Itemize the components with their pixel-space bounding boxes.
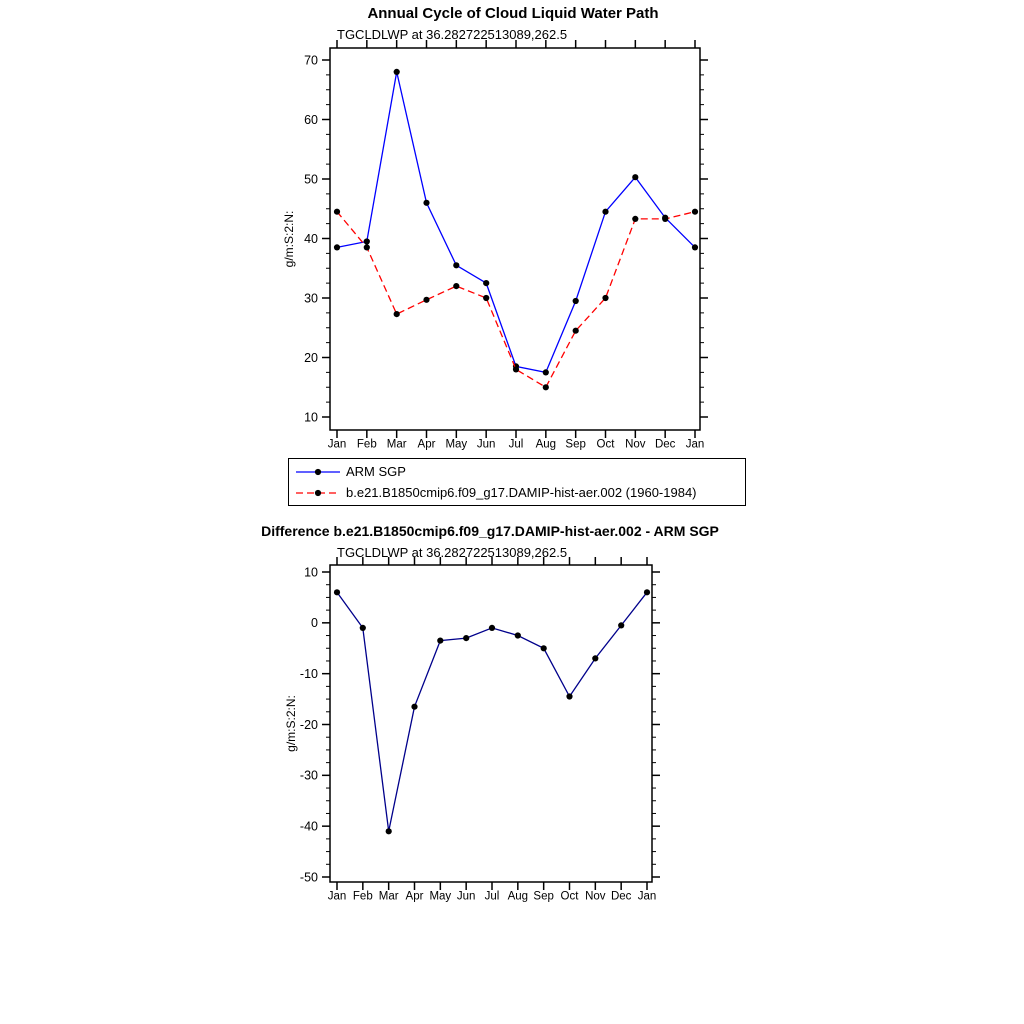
legend-line-sample bbox=[295, 484, 341, 502]
svg-text:Jan: Jan bbox=[685, 438, 705, 451]
svg-text:Jun: Jun bbox=[456, 890, 476, 903]
legend bbox=[288, 458, 746, 506]
svg-text:Mar: Mar bbox=[386, 438, 407, 451]
chart1-title: Annual Cycle of Cloud Liquid Water Path bbox=[367, 5, 659, 22]
chart2-title: Difference b.e21.B1850cmip6.f09_g17.DAMIP-hist-aer.002 - ARM SGP bbox=[261, 523, 719, 539]
svg-text:60: 60 bbox=[304, 112, 318, 127]
svg-text:Oct: Oct bbox=[560, 890, 579, 903]
y-axis-ticks bbox=[300, 565, 660, 884]
legend-line-sample bbox=[295, 463, 341, 481]
svg-text:Nov: Nov bbox=[625, 438, 646, 451]
svg-text:May: May bbox=[445, 438, 468, 451]
svg-text:Jul: Jul bbox=[484, 890, 500, 903]
series-line-1 bbox=[337, 212, 695, 388]
svg-text:Feb: Feb bbox=[352, 890, 373, 903]
x-axis-ticks bbox=[328, 557, 657, 903]
svg-text:-30: -30 bbox=[299, 768, 318, 783]
svg-text:0: 0 bbox=[311, 616, 318, 631]
svg-text:Apr: Apr bbox=[405, 890, 424, 903]
plot-1 bbox=[284, 557, 660, 903]
y-axis-ticks bbox=[304, 53, 708, 424]
svg-text:Apr: Apr bbox=[417, 438, 436, 451]
plot-frame bbox=[330, 565, 652, 882]
chart1-subtitle: TGCLDLWP at 36.282722513089,262.5 bbox=[337, 27, 568, 42]
svg-text:Jan: Jan bbox=[327, 890, 347, 903]
svg-text:Aug: Aug bbox=[507, 890, 529, 903]
svg-text:Jun: Jun bbox=[476, 438, 496, 451]
svg-text:Jul: Jul bbox=[508, 438, 524, 451]
plot-0 bbox=[282, 40, 708, 451]
y-axis-label: g/m:S:2:N: bbox=[284, 695, 298, 752]
svg-text:Sep: Sep bbox=[533, 890, 554, 903]
series-markers-0 bbox=[334, 69, 698, 376]
svg-text:-40: -40 bbox=[299, 819, 318, 834]
svg-text:Mar: Mar bbox=[378, 890, 399, 903]
series-line-0 bbox=[337, 592, 647, 831]
svg-text:Aug: Aug bbox=[535, 438, 557, 451]
series-line-0 bbox=[337, 72, 695, 373]
svg-text:Sep: Sep bbox=[565, 438, 586, 451]
x-axis-ticks bbox=[328, 40, 705, 451]
svg-text:Dec: Dec bbox=[654, 438, 676, 451]
svg-text:Jan: Jan bbox=[327, 438, 347, 451]
svg-text:Feb: Feb bbox=[356, 438, 377, 451]
svg-text:Oct: Oct bbox=[596, 438, 615, 451]
legend-label: ARM SGP bbox=[346, 464, 406, 479]
y-axis-label: g/m:S:2:N: bbox=[282, 210, 296, 268]
svg-text:-10: -10 bbox=[299, 667, 318, 682]
svg-text:May: May bbox=[429, 890, 452, 903]
svg-text:70: 70 bbox=[304, 53, 318, 68]
series-markers-0 bbox=[334, 589, 650, 834]
plot-frame bbox=[330, 48, 700, 430]
series-markers-1 bbox=[334, 209, 698, 391]
svg-text:Jan: Jan bbox=[637, 890, 657, 903]
svg-text:10: 10 bbox=[304, 565, 318, 580]
legend-item-0 bbox=[295, 461, 739, 482]
svg-text:-20: -20 bbox=[299, 717, 318, 732]
legend-label: b.e21.B1850cmip6.f09_g17.DAMIP-hist-aer.002 (1960-1984) bbox=[346, 485, 697, 500]
svg-text:40: 40 bbox=[304, 231, 318, 246]
svg-text:Dec: Dec bbox=[610, 890, 632, 903]
svg-text:50: 50 bbox=[304, 172, 318, 187]
svg-text:Nov: Nov bbox=[585, 890, 606, 903]
svg-text:-50: -50 bbox=[299, 870, 318, 885]
svg-text:10: 10 bbox=[304, 410, 318, 425]
legend-item-1 bbox=[295, 482, 739, 503]
svg-text:20: 20 bbox=[304, 350, 318, 365]
chart2-subtitle: TGCLDLWP at 36.282722513089,262.5 bbox=[337, 545, 568, 560]
svg-text:30: 30 bbox=[304, 291, 318, 306]
